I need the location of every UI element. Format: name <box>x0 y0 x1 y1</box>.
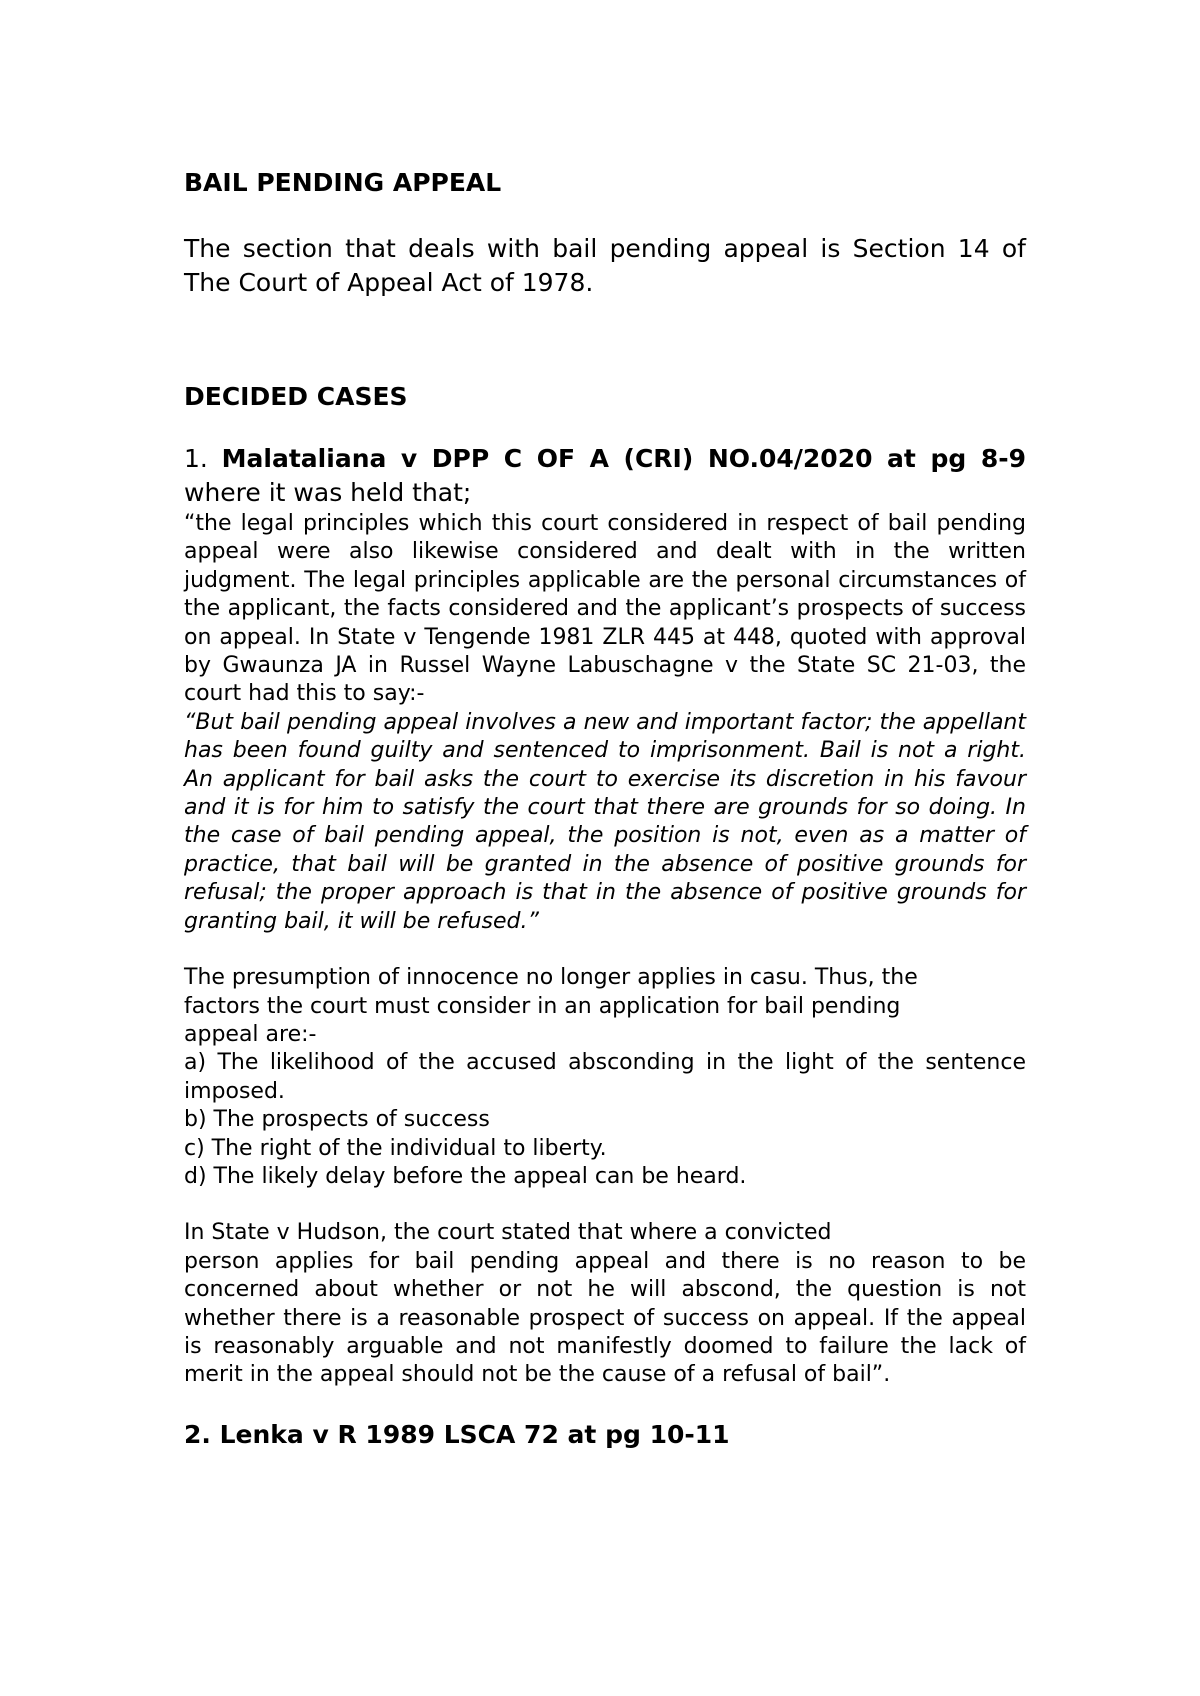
case-2-heading: 2. Lenka v R 1989 LSCA 72 at pg 10-11 <box>184 1419 730 1449</box>
case-1-heading <box>184 442 1026 510</box>
factor-c: c) The right of the individual to liberty. <box>184 1135 607 1161</box>
decided-cases-heading: DECIDED CASES <box>184 382 408 411</box>
case-1-name: Malataliana v DPP C OF A (CRI) NO.04/2020 at pg 8-9 <box>221 444 1026 473</box>
factor-b: b) The prospects of success <box>184 1107 490 1133</box>
case-1-tail: where it was held that; <box>184 478 472 507</box>
spacer <box>184 1191 1026 1219</box>
quote-italic-paragraph: “But bail pending appeal involves a new and important factor; the appellant has been found guilty and sentenced to imprisonment. Bail is not a right. An applicant for bail asks the court to exercise its discretion in his favour and it is for him to satisfy the court that there are grounds for so doing. In the case of bail pending appeal, the position is not, even as a matter of practice, that bail will be granted in the absence of positive grounds for refusal; the proper approach is that in the absence of positive grounds for granting bail, it will be refused.” <box>184 709 1026 934</box>
presumption-line-1: The presumption of innocence no longer applies in casu. Thus, the <box>184 965 918 991</box>
presumption-line-3: appeal are:- <box>184 1021 317 1047</box>
factor-a: a) The likelihood of the accused absconding in the light of the sentence imposed. <box>184 1050 1026 1104</box>
hudson-paragraph: person applies for bail pending appeal and there is no reason to be concerned about whether or not he will abscond, the question is not whether there is a reasonable prospect of success on appeal. If the appeal is reasonably arguable and not manifestly doomed to failure the lack of merit in the appeal should not be the cause of a refusal of bail”. <box>184 1248 1026 1388</box>
document-title: BAIL PENDING APPEAL <box>184 168 502 197</box>
spacer <box>184 936 1026 964</box>
case-1-number: 1. <box>184 444 222 473</box>
document-page <box>184 166 1026 1452</box>
factor-d: d) The likely delay before the appeal can be heard. <box>184 1163 747 1189</box>
presumption-line-2: factors the court must consider in an application for bail pending <box>184 993 901 1019</box>
hudson-line-1: In State v Hudson, the court stated that where a convicted <box>184 1220 832 1246</box>
intro-paragraph: The section that deals with bail pending appeal is Section 14 of The Court of Appeal Act of 1978. <box>184 234 1026 297</box>
quote-paragraph: “the legal principles which this court considered in respect of bail pending appeal were also likewise considered and dealt with in the written judgment. The legal principles applicable are the personal circumstances of the applicant, the facts considered and the applicant’s prospects of success on appeal. In State v Tengende 1981 ZLR 445 at 448, quoted with approval by Gwaunza JA in Russel Wayne Labuschagne v the State SC 21-03, the court had this to say:- <box>184 511 1026 707</box>
